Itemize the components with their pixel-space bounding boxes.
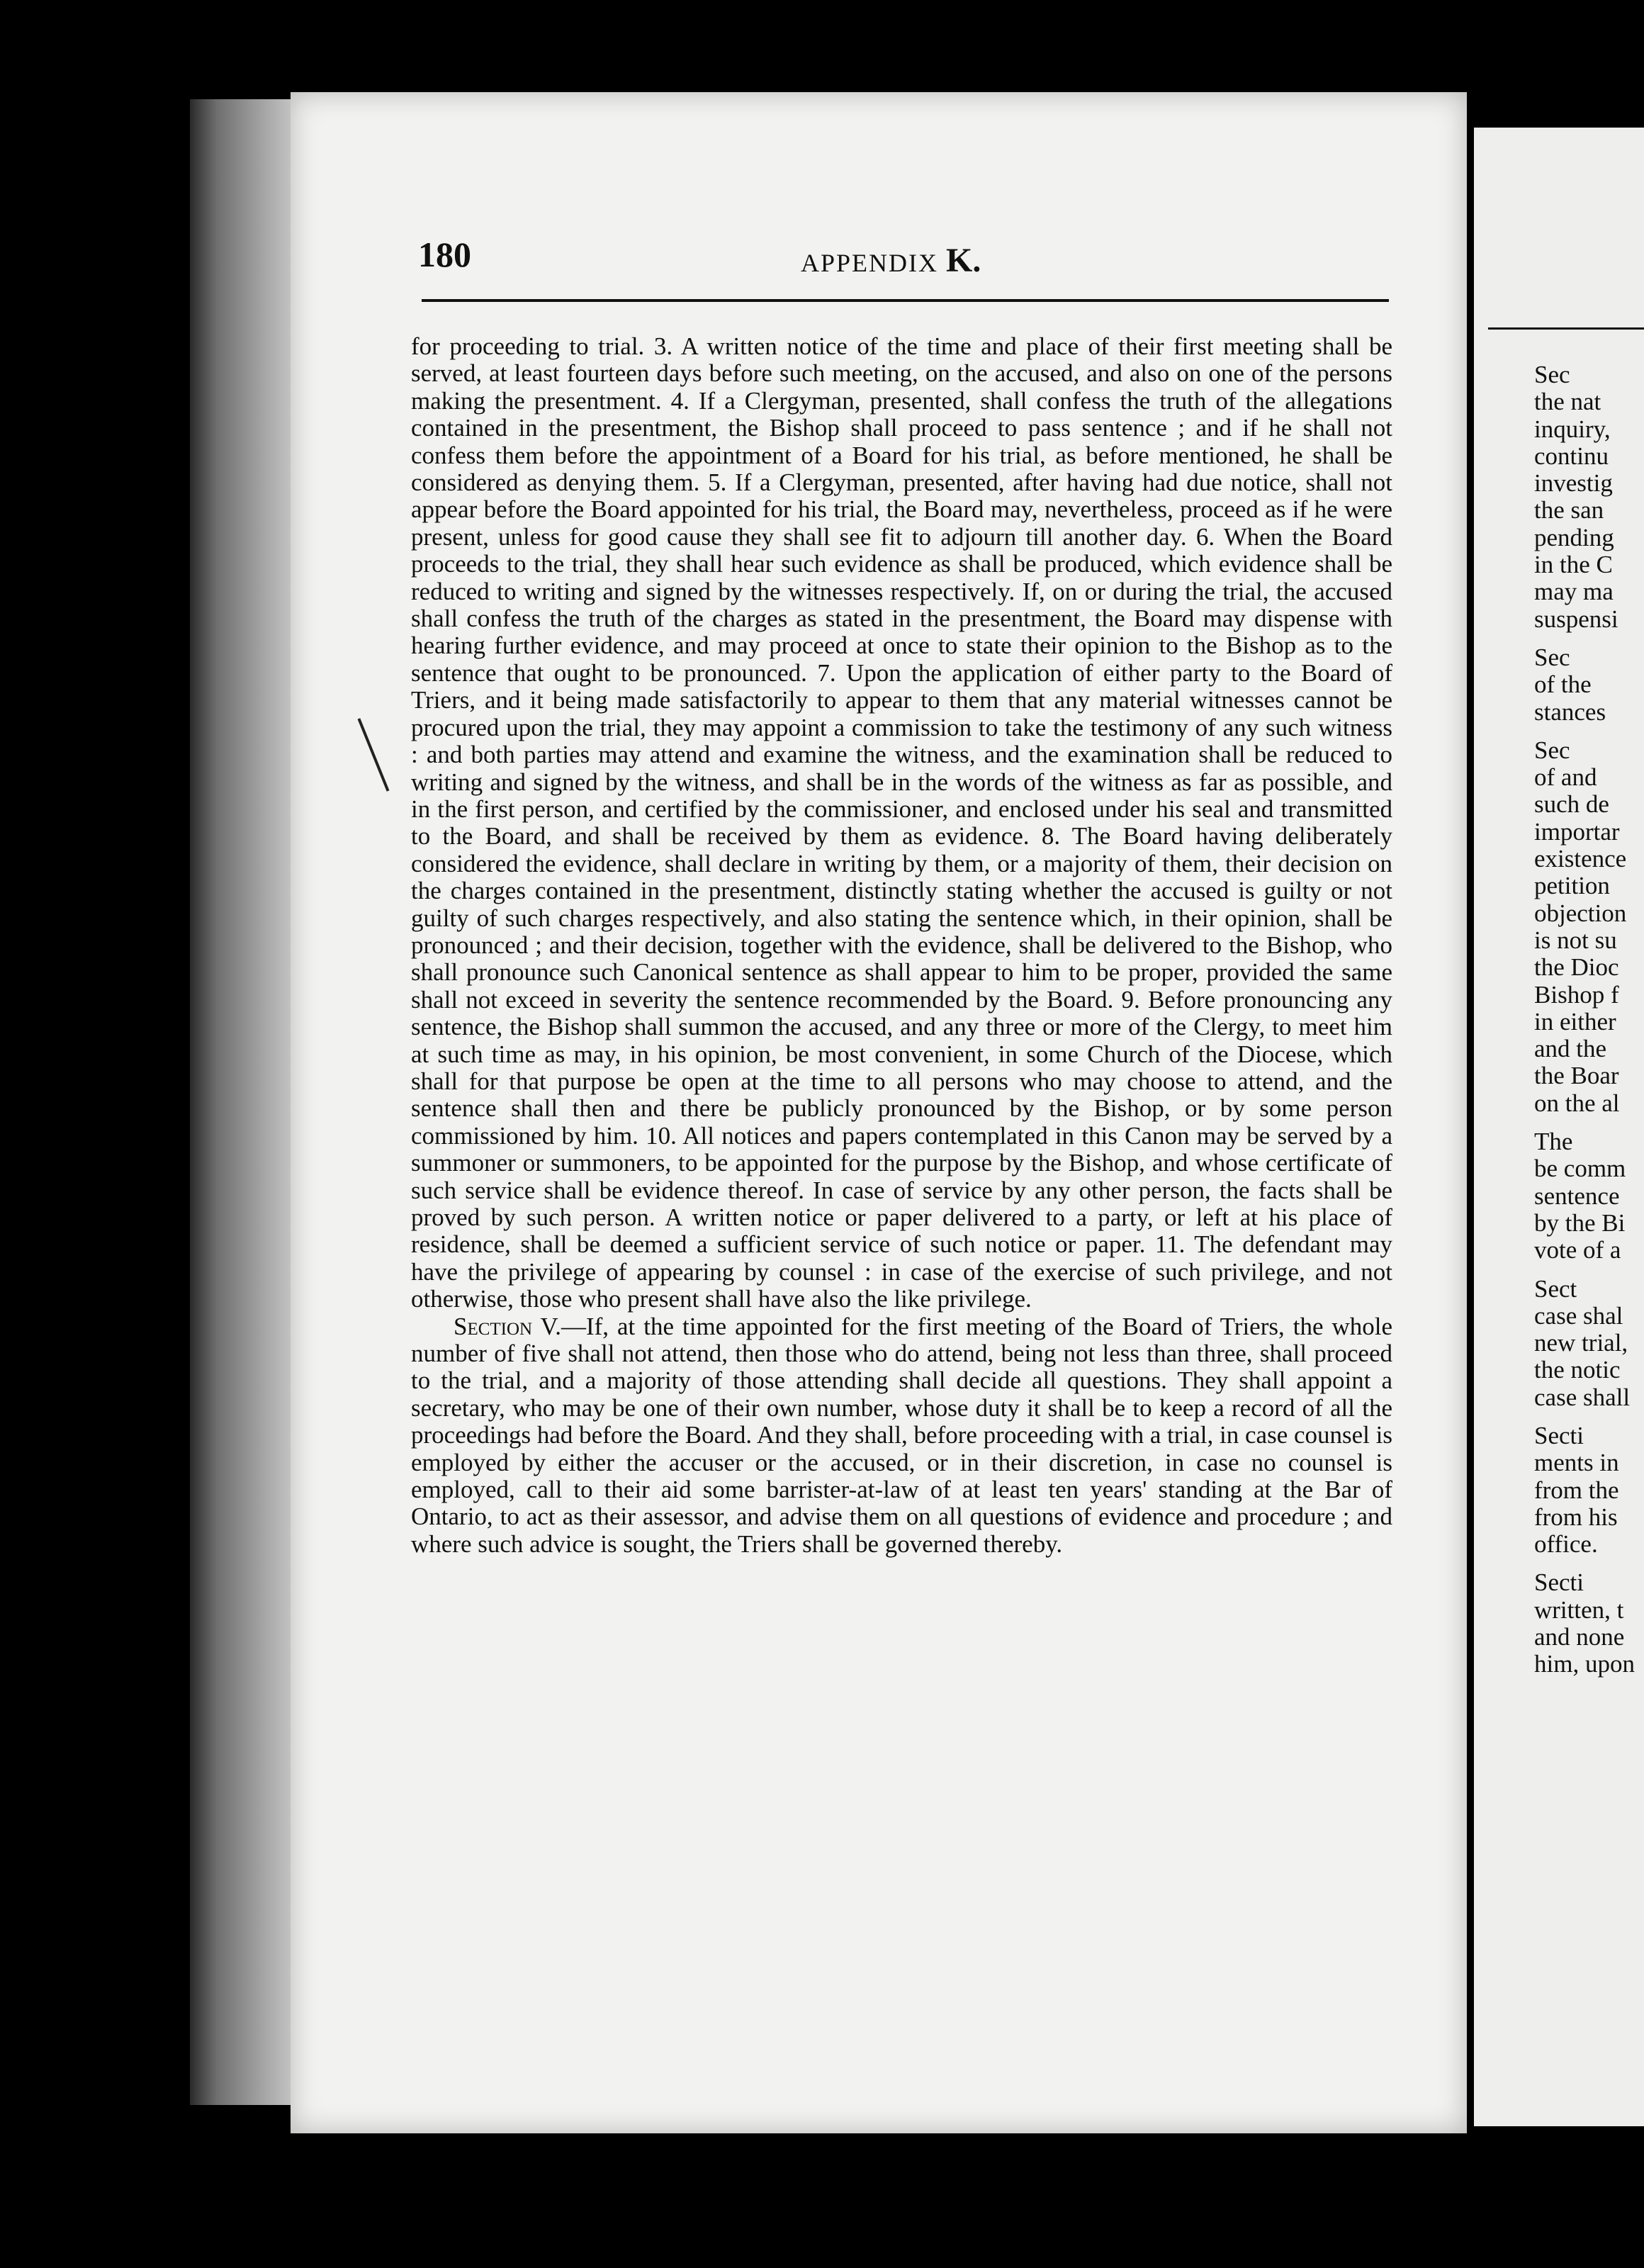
facing-page-line: from the bbox=[1534, 1476, 1619, 1504]
facing-page-line: office. bbox=[1534, 1530, 1598, 1559]
body-text bbox=[411, 333, 1392, 1558]
facing-page-fragment bbox=[1474, 128, 1644, 2126]
facing-page-line: be comm bbox=[1534, 1155, 1626, 1183]
running-head bbox=[801, 241, 981, 280]
facing-page-line: the notic bbox=[1534, 1356, 1621, 1384]
facing-page-line: investig bbox=[1534, 469, 1613, 498]
facing-page-gap bbox=[1534, 1117, 1644, 1128]
facing-page-line: and none bbox=[1534, 1623, 1625, 1651]
facing-page-line: Sect bbox=[1534, 1274, 1577, 1303]
section-heading: Section V. bbox=[454, 1312, 561, 1340]
margin-pencil-mark bbox=[358, 718, 390, 791]
running-head-letter: K. bbox=[946, 242, 981, 279]
facing-page-line: ments in bbox=[1534, 1449, 1619, 1477]
facing-page-line: The bbox=[1534, 1128, 1573, 1156]
facing-page-line: Bishop f bbox=[1534, 980, 1619, 1009]
facing-page-gap bbox=[1534, 726, 1644, 737]
paragraph-section-v bbox=[411, 1313, 1392, 1559]
facing-page-line: the Dioc bbox=[1534, 953, 1619, 982]
facing-page-line: written, t bbox=[1534, 1595, 1624, 1624]
facing-page-line: Secti bbox=[1534, 1568, 1584, 1597]
facing-page-line: continu bbox=[1534, 442, 1609, 470]
facing-page-line: and the bbox=[1534, 1035, 1607, 1063]
facing-page-line: objection bbox=[1534, 899, 1627, 927]
paragraph-text: —If, at the time appointed for the first meeting of the Board of Triers, the whole number of five shall not attend, then those who do attend, being not less than three, shall proceed to the trial, and a majority of those attending shall decide all questions. They shall appoint a secretary, who may be one of their own number, whose duty it shall be to keep a record of all the proceedings had before the Board. And they shall, before proceeding with a trial, in case counsel is employed by either the accuser or the accused, or in their discretion, in case no counsel is employed, call to their aid some barrister-at-law of at least ten years' standing at the Bar of Ontario, to act as their assessor, and advise them on all questions of evidence and procedure ; and where such advice is sought, the Triers shall be governed thereby. bbox=[411, 1312, 1392, 1558]
facing-page-line: him, upon bbox=[1534, 1650, 1635, 1678]
facing-page-line: in either bbox=[1534, 1007, 1616, 1035]
facing-page-gap bbox=[1534, 1558, 1644, 1569]
facing-page-gap bbox=[1534, 633, 1644, 644]
facing-page-line: suspensi bbox=[1534, 605, 1618, 633]
facing-page-lines bbox=[1534, 361, 1644, 1678]
facing-page-line: on the al bbox=[1534, 1089, 1620, 1117]
facing-page-line: pending bbox=[1534, 523, 1614, 551]
facing-page-line: is not su bbox=[1534, 926, 1617, 954]
facing-page-line: the nat bbox=[1534, 388, 1601, 416]
facing-page-line: sentence bbox=[1534, 1181, 1620, 1210]
facing-page-line: Sec bbox=[1534, 361, 1570, 388]
facing-page-line: new trial, bbox=[1534, 1329, 1628, 1357]
facing-page-line: existence bbox=[1534, 845, 1627, 873]
facing-page-gap bbox=[1534, 1411, 1644, 1422]
facing-page-line: the san bbox=[1534, 496, 1604, 524]
book-spine bbox=[190, 99, 296, 2105]
facing-page-line: of the bbox=[1534, 670, 1592, 699]
facing-page-line: in the C bbox=[1534, 551, 1613, 579]
running-head-prefix: APPENDIX bbox=[801, 249, 939, 277]
paragraph-clauses bbox=[411, 333, 1392, 1313]
facing-page-line: may ma bbox=[1534, 578, 1614, 606]
facing-header-rule bbox=[1488, 327, 1644, 330]
facing-page-line: such de bbox=[1534, 790, 1609, 819]
facing-page-line: Sec bbox=[1534, 736, 1570, 764]
facing-page-line: case shal bbox=[1534, 1301, 1623, 1330]
left-page bbox=[291, 92, 1467, 2133]
facing-page-line: inquiry, bbox=[1534, 415, 1611, 443]
header-rule bbox=[422, 299, 1389, 302]
facing-page-line: of and bbox=[1534, 763, 1597, 792]
facing-page-line: from his bbox=[1534, 1503, 1618, 1531]
paragraph-text: for proceeding to trial. 3. A written notice of the time and place of their first meeting shall be served, at least fourteen days before such meeting, on the accused, and also on one of the persons making the presentment. 4. If a Clergyman, presented, shall confess the truth of the allegations contained in the presentment, the Bishop shall proceed to pass sentence ; and if he shall not confess them before the appointment of a Board for his trial, as before mentioned, he shall be considered as denying them. 5. If a Clergyman, presented, after having had due notice, shall not appear before the Board appointed for his trial, the Board may, nevertheless, proceed as if he were present, unless for good cause they shall see fit to adjourn till another day. 6. When the Board proceeds to the trial, they shall hear such evidence as shall be produced, which evidence shall be reduced to writing and signed by the witnesses respectively. If, on or during the trial, the accused shall confess the truth of the charges as stated in the presentment, the Board may dispense with hearing further evidence, and may proceed at once to state their opinion to the Bishop as to the sentence that ought to be pronounced. 7. Upon the application of either party to the Board of Triers, and it being made satisfactorily to appear to them that any material witnesses cannot be procured upon the trial, they may appoint a commission to take the testimony of any such witness : and both parties may attend and examine the witness, and the examination shall be reduced to writing and signed by the witness, and shall be in the words of the witness as far as possible, and in the first person, and certified by the commissioner, and enclosed under his seal and transmitted to the Board, and shall be received by them as evidence. 8. The Board having deliberately considered the evidence, shall declare in writing by them, or a majority of them, their decision on the charges contained in the presentment, distinctly stating whether the accused is guilty or not guilty of such charges respectively, and also stating the sentence which, in their opinion, shall be pronounced ; and their decision, together with the evidence, shall be delivered to the Bishop, who shall pronounce such Canonical sentence as shall appear to him to be proper, provided the same shall not exceed in severity the sentence recommended by the Board. 9. Before pronouncing any sentence, the Bishop shall summon the accused, and any three or more of the Clergy, to meet him at such time as may, in his opinion, be most convenient, in some Church of the Diocese, which shall for that purpose be open at the time to all persons who may choose to attend, and the sentence shall then and there be publicly pronounced by the Bishop, or by some person commissioned by him. 10. All notices and papers contemplated in this Canon may be served by a summoner or summoners, to be appointed for the purpose by the Bishop, and whose certificate of such service shall be evidence thereof. In case of service by any other person, the facts shall be proved by such person. A written notice or paper delivered to a party, or left at his place of residence, shall be deemed a sufficient service of such notice or paper. 11. The defendant may have the privilege of appearing by counsel : in case of the exercise of such privilege, and not otherwise, those who present shall have also the like privilege. bbox=[411, 332, 1392, 1313]
facing-page-line: importar bbox=[1534, 817, 1620, 846]
facing-page-line: Secti bbox=[1534, 1421, 1584, 1449]
facing-page-gap bbox=[1534, 1264, 1644, 1276]
facing-page-line: by the Bi bbox=[1534, 1208, 1626, 1237]
facing-page-line: stances bbox=[1534, 697, 1606, 726]
page-number: 180 bbox=[418, 235, 471, 274]
facing-page-line: petition bbox=[1534, 872, 1610, 900]
facing-page-line: Sec bbox=[1534, 643, 1570, 671]
facing-page-line: vote of a bbox=[1534, 1236, 1621, 1264]
facing-page-line: the Boar bbox=[1534, 1062, 1619, 1090]
facing-page-line: case shall bbox=[1534, 1383, 1631, 1411]
